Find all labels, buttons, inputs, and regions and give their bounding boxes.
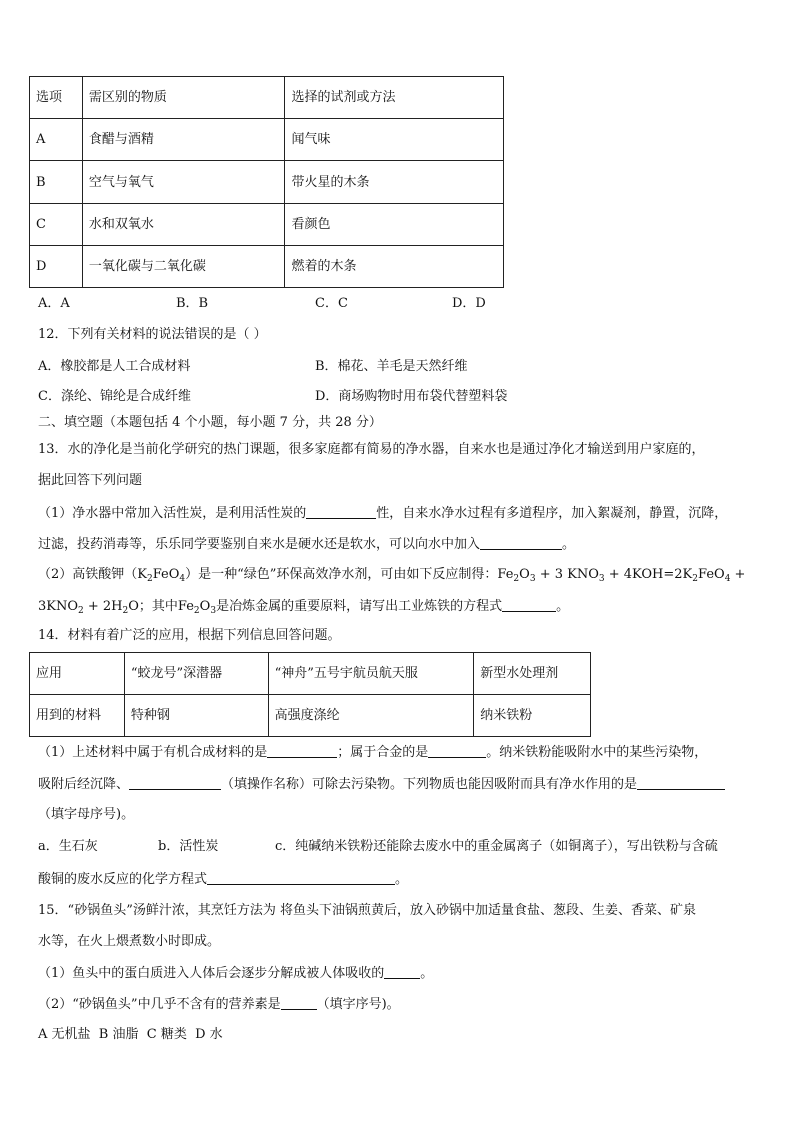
text-segment: （2）“砂锅鱼头”中几乎不含有的营养素是 <box>38 997 281 1012</box>
q15-stem-line1: 15．“砂锅鱼头”汤鲜汁浓，其烹饪方法为 将鱼头下油锅煎黄后，放入砂锅中加适量食盐、葱段、生姜、香菜、矿泉 <box>38 903 696 918</box>
answer-blank[interactable] <box>384 966 420 979</box>
table-cell: 高强度涤纶 <box>268 695 474 737</box>
q14-line3: （填字母序号)。 <box>38 807 135 822</box>
q12-option-a: A．橡胶都是人工合成材料 <box>38 359 191 374</box>
choice-b: b．活性炭 <box>158 839 219 854</box>
subscript: 3 <box>529 574 536 584</box>
text-segment: （填操作名称）可除去污染物。下列物质也能因吸附而具有净水作用的是 <box>221 777 638 792</box>
table-cell: 纳米铁粉 <box>474 695 591 737</box>
options-table <box>29 76 504 288</box>
text-segment: 。 <box>395 872 409 887</box>
table-cell: D <box>30 246 83 288</box>
table-cell: 新型水处理剂 <box>474 653 591 695</box>
text-segment: O <box>199 599 211 614</box>
table-cell: 用到的材料 <box>30 695 125 737</box>
table-cell: “神舟”五号宇航员航天服 <box>268 653 474 695</box>
table-cell: C <box>30 204 83 246</box>
text-segment: 酸铜的废水反应的化学方程式 <box>38 872 208 887</box>
text-segment: 。 <box>562 537 576 552</box>
text-segment: O；其中Fe <box>128 599 194 614</box>
q14-line5 <box>38 872 408 886</box>
q14-line2 <box>38 777 725 791</box>
table-cell: 看颜色 <box>285 204 504 246</box>
q13-part1-line2 <box>38 537 575 551</box>
table-cell: 一氧化碳与二氧化碳 <box>82 246 285 288</box>
text-segment: 是冶炼金属的重要原料，请写出工业炼铁的方程式 <box>216 599 503 614</box>
table-cell: 选择的试剂或方法 <box>285 77 504 119</box>
text-segment: 3KNO <box>38 599 79 614</box>
table-header-row <box>30 653 591 695</box>
subscript: 2 <box>146 574 153 584</box>
table-cell: 带火星的木条 <box>285 161 504 204</box>
table-cell: 特种钢 <box>124 695 268 737</box>
subscript: 2 <box>193 606 200 616</box>
table-cell: 水和双氧水 <box>82 204 285 246</box>
choice-c: c．纯碱纳米铁粉还能除去废水中的重金属离子（如铜离子），写出铁粉与含硫 <box>275 839 718 854</box>
text-segment: FeO <box>152 567 180 582</box>
table-cell: 闻气味 <box>285 119 504 161</box>
subscript: 2 <box>78 606 84 616</box>
answer-blank[interactable] <box>637 777 725 790</box>
table-row <box>30 204 504 246</box>
subscript: 2 <box>122 606 129 616</box>
answer-blank[interactable] <box>502 599 556 612</box>
q13-stem-line2: 据此回答下列问题 <box>38 473 143 488</box>
subscript: 2 <box>513 574 520 584</box>
text-segment: ）是一种“绿色”环保高效净水剂，可由如下反应制得：Fe <box>185 567 514 582</box>
q11-option-b: B．B <box>176 296 209 311</box>
text-segment: （2）高铁酸钾（K <box>38 567 147 582</box>
table-row <box>30 119 504 161</box>
table-cell: 燃着的木条 <box>285 246 504 288</box>
q11-option-c: C．C <box>315 296 348 311</box>
answer-blank[interactable] <box>480 537 562 550</box>
section-heading: 二、填空题（本题包括 4 个小题，每小题 7 分，共 28 分） <box>38 415 382 430</box>
text-segment: （1）鱼头中的蛋白质进入人体后会逐步分解成被人体吸收的 <box>38 966 385 981</box>
text-segment: 性，自来水净水过程有多道程序，加入絮凝剂，静置，沉降， <box>376 506 728 521</box>
table-cell: 选项 <box>30 77 83 119</box>
q13-part2-line1 <box>38 567 746 584</box>
answer-blank[interactable] <box>207 872 395 885</box>
text-segment: （填字序号)。 <box>316 997 400 1012</box>
q12-option-c: C．涤纶、锦纶是合成纤维 <box>38 389 191 404</box>
text-segment: FeO <box>698 567 725 582</box>
q15-stem-line2: 水等，在火上煨煮数小时即成。 <box>38 934 221 949</box>
table-cell: 空气与氧气 <box>82 161 285 204</box>
answer-blank[interactable] <box>306 506 376 519</box>
materials-table <box>29 652 591 737</box>
text-segment: 。纳米铁粉能吸附水中的某些污染物， <box>486 745 708 760</box>
q14-stem: 14．材料有着广泛的应用，根据下列信息回答问题。 <box>38 628 341 643</box>
text-segment: + 4KOH=2K <box>604 567 693 582</box>
table-row <box>30 695 591 737</box>
text-segment: + 2H <box>83 599 123 614</box>
text-segment: 。 <box>556 599 570 614</box>
answer-blank[interactable] <box>129 777 221 790</box>
table-row <box>30 246 504 288</box>
q12-option-b: B．棉花、羊毛是天然纤维 <box>315 359 468 374</box>
choice-a: a．生石灰 <box>38 839 98 854</box>
q11-option-a: A．A <box>38 296 70 311</box>
text-segment: + <box>730 567 746 582</box>
q15-part2 <box>38 997 400 1011</box>
answer-blank[interactable] <box>267 745 337 758</box>
q11-option-d: D．D <box>452 296 486 311</box>
q15-part1 <box>38 966 433 980</box>
table-cell: 应用 <box>30 653 125 695</box>
table-cell: B <box>30 161 83 204</box>
text-segment: （1）上述材料中属于有机合成材料的是 <box>38 745 268 760</box>
q15-options: A 无机盐 B 油脂 C 糖类 D 水 <box>38 1027 223 1042</box>
text-segment: （1）净水器中常加入活性炭，是利用活性炭的 <box>38 506 307 521</box>
q13-stem-line1: 13．水的净化是当前化学研究的热门课题，很多家庭都有简易的净水器，自来水也是通过净化才输送到用户家庭的， <box>38 442 705 457</box>
text-segment: 过滤，投药消毒等，乐乐同学要鉴别自来水是硬水还是软水，可以向水中加入 <box>38 537 481 552</box>
table-cell: “蛟龙号”深潜器 <box>124 653 268 695</box>
subscript: 2 <box>692 574 699 584</box>
q14-line1 <box>38 745 707 759</box>
table-header-row <box>30 77 504 119</box>
text-segment: 吸附后经沉降、 <box>38 777 130 792</box>
table-cell: A <box>30 119 83 161</box>
subscript: 4 <box>179 574 186 584</box>
table-cell: 食醋与酒精 <box>82 119 285 161</box>
subscript: 3 <box>598 574 605 584</box>
subscript: 3 <box>210 606 217 616</box>
text-segment: O <box>519 567 530 582</box>
answer-blank[interactable] <box>281 997 317 1010</box>
text-segment: + 3 KNO <box>535 567 599 582</box>
q12-stem: 12．下列有关材料的说法错误的是（ ） <box>38 327 267 342</box>
subscript: 4 <box>724 574 731 584</box>
q13-part1-line1 <box>38 506 727 520</box>
table-row <box>30 161 504 204</box>
answer-blank[interactable] <box>428 745 486 758</box>
q13-part2-line2 <box>38 599 570 616</box>
text-segment: ；属于合金的是 <box>337 745 429 760</box>
text-segment: 。 <box>420 966 434 981</box>
q12-option-d: D．商场购物时用布袋代替塑料袋 <box>315 389 508 404</box>
table-cell: 需区别的物质 <box>82 77 285 119</box>
